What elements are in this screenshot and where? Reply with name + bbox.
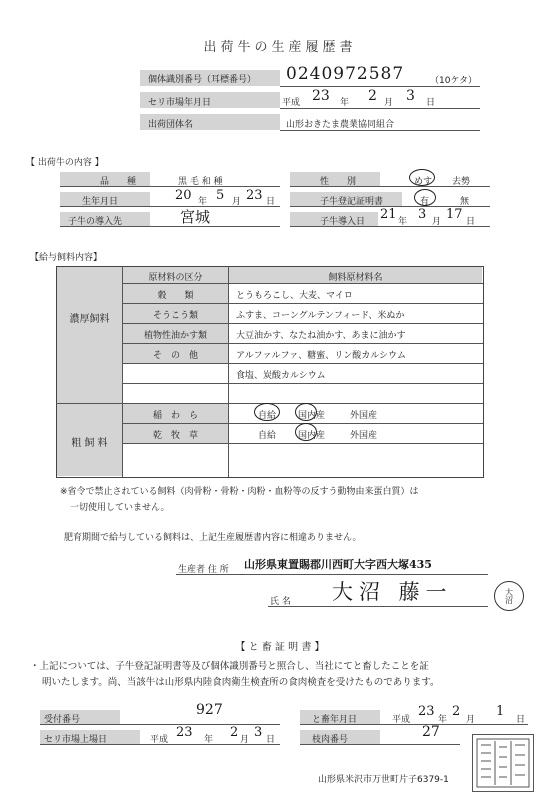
market-era: 平成 xyxy=(150,735,169,745)
date-month: 2 xyxy=(452,704,461,719)
feed-category: そうこう類 xyxy=(152,311,198,321)
feed-row-line xyxy=(122,383,483,384)
birth-month: 5 xyxy=(216,188,225,203)
feed-category: 穀 類 xyxy=(157,291,194,301)
feed-col2-header: 飼料原材料名 xyxy=(328,273,383,283)
market-date-underline xyxy=(280,108,480,109)
cert-label: 子牛登記証明書 xyxy=(320,197,384,207)
concentrate-label: 濃厚飼料 xyxy=(69,314,110,325)
birth-label: 生年月日 xyxy=(82,197,119,207)
birth-underline xyxy=(60,206,280,207)
sex-circle-mark xyxy=(409,169,435,186)
roughage-circle-mark xyxy=(295,423,317,441)
birth-day: 23 xyxy=(246,188,263,203)
feed-section-label: 【給与飼料内容】 xyxy=(30,253,103,263)
producer-name-underline xyxy=(268,606,488,607)
intro-day-unit: 日 xyxy=(466,217,476,227)
company-address: 山形県米沢市万世町片子6379-1 xyxy=(318,775,449,785)
page-title: 出荷牛の生産履歴書 xyxy=(203,40,357,55)
date-month-unit: 月 xyxy=(466,715,476,725)
feed-category: 植物性油かす類 xyxy=(143,331,207,341)
note-banned-line2: 一切使用していません。 xyxy=(70,503,170,513)
market-year-unit: 年 xyxy=(204,735,214,745)
market-month: 2 xyxy=(230,725,239,740)
sex-option2: 去勢 xyxy=(452,177,471,187)
roughage-label: 粗 飼 料 xyxy=(71,438,108,449)
market-date-label: セリ市場年月日 xyxy=(148,98,212,108)
market-date-month-unit: 月 xyxy=(384,98,394,108)
branch-underline xyxy=(300,744,460,745)
market-month-unit: 月 xyxy=(240,735,250,745)
producer-addr-underline xyxy=(176,574,488,575)
market-date-year: 23 xyxy=(312,88,330,104)
producer-addr-value: 山形県東置賜郡川西町大字西大塚435 xyxy=(244,558,432,571)
feed-materials: 食塩、炭酸カルシウム xyxy=(236,371,326,381)
feed-col-divider-2 xyxy=(228,266,229,477)
producer-name-label: 氏 名 xyxy=(270,597,291,607)
feed-materials: ふすま、コーングルテンフィード、米ぬか xyxy=(236,311,405,321)
roughage-category: 稲 わ ら xyxy=(152,411,198,421)
company-seal-graphic xyxy=(473,735,533,791)
id-digits: （10ケタ） xyxy=(430,76,478,86)
roughage-opt2: 国内産 xyxy=(298,431,326,441)
producer-name-value: 大沼 藤一 xyxy=(332,580,453,604)
roughage-opt3: 外国産 xyxy=(350,431,378,441)
birth-year-unit: 年 xyxy=(198,197,208,207)
roughage-circle-mark xyxy=(295,403,317,421)
origin-value: 宮城 xyxy=(180,208,211,226)
market-date-year-unit: 年 xyxy=(340,98,350,108)
intro-day: 17 xyxy=(446,207,463,222)
id-underline xyxy=(280,86,480,87)
origin-label: 子牛の導入先 xyxy=(68,217,123,227)
branch-value: 27 xyxy=(422,724,440,740)
note-banned-line1: ※省令で禁止されている飼料（肉骨粉・骨粉・肉粉・血粉等の反すう動物由来蛋白質）は xyxy=(60,487,419,497)
date-day: 1 xyxy=(496,704,505,719)
slaughter-section-label: 【 と 畜 証 明 書 】 xyxy=(235,642,325,653)
feed-materials: とうもろこし、大麦、マイロ xyxy=(236,291,353,301)
market-year: 23 xyxy=(176,725,193,740)
roughage-opt2: 国内産 xyxy=(298,411,326,421)
producer-addr-label: 生産者 住 所 xyxy=(178,565,229,575)
intro-label: 子牛導入日 xyxy=(320,217,366,227)
market-underline xyxy=(40,744,280,745)
id-value: 0240972587 xyxy=(286,64,405,84)
feed-row-line xyxy=(122,363,483,364)
org-value: 山形おきたま農業協同組合 xyxy=(286,120,395,130)
branch-label: 枝肉番号 xyxy=(312,735,349,745)
origin-underline xyxy=(60,226,280,227)
receipt-value: 927 xyxy=(196,702,223,718)
market-day: 3 xyxy=(254,725,263,740)
cert-circle-mark xyxy=(414,189,436,206)
date-year: 23 xyxy=(418,704,435,719)
market-date-day: 3 xyxy=(406,88,415,104)
date-era: 平成 xyxy=(392,715,411,725)
market-date-era: 平成 xyxy=(282,98,301,108)
intro-year-unit: 年 xyxy=(398,217,408,227)
roughage-category: 乾 牧 草 xyxy=(152,431,198,441)
roughage-opt3: 外国産 xyxy=(350,411,378,421)
intro-year: 21 xyxy=(380,207,397,222)
id-label: 個体識別番号（耳標番号） xyxy=(148,75,257,85)
slaughter-text-line1: ・上記については、子牛登記証明書等及び個体識別番号と照合し、当社にてと畜したことを証 xyxy=(30,661,429,672)
roughage-opt1: 自給 xyxy=(258,411,277,421)
seal-stamp xyxy=(494,581,524,611)
feed-col1-header: 原材料の区分 xyxy=(148,273,203,283)
cattle-section-label: 【 出荷牛の内容 】 xyxy=(26,158,104,168)
org-underline xyxy=(280,130,480,131)
breed-label: 品 種 xyxy=(100,177,137,187)
date-label: と畜年月日 xyxy=(312,715,358,725)
birth-day-unit: 日 xyxy=(266,197,276,207)
feed-materials: 大豆油かす、なたね油かす、あまに油かす xyxy=(236,331,406,341)
company-seal-stamp xyxy=(472,734,534,792)
intro-month-unit: 月 xyxy=(432,217,442,227)
note-feeding: 肥育期間で給与している飼料は、上記生産履歴書内容に相違ありません。 xyxy=(64,533,362,543)
concentrate-label-bg xyxy=(57,267,122,403)
feed-row-line xyxy=(122,443,483,444)
market-label: セリ市場上場日 xyxy=(44,735,108,745)
roughage-circle-mark xyxy=(254,403,280,421)
market-date-month: 2 xyxy=(368,88,377,104)
intro-month: 3 xyxy=(418,207,427,222)
birth-month-unit: 月 xyxy=(232,197,242,207)
seal-text: 大沼 xyxy=(504,588,514,604)
breed-underline xyxy=(60,186,280,187)
roughage-opt1: 自給 xyxy=(258,431,277,441)
market-date-day-unit: 日 xyxy=(426,98,436,108)
birth-year: 20 xyxy=(175,188,192,203)
feed-materials: アルファルファ、糖蜜、リン酸カルシウム xyxy=(236,351,406,361)
receipt-underline xyxy=(40,724,280,725)
cert-option1: 有 xyxy=(420,197,430,207)
breed-value: 黒 毛 和 種 xyxy=(178,177,223,187)
sex-underline xyxy=(290,186,490,187)
intro-underline xyxy=(290,226,490,227)
date-year-unit: 年 xyxy=(438,715,448,725)
sex-label: 性 別 xyxy=(320,177,357,187)
receipt-label: 受付番号 xyxy=(44,715,81,725)
feed-category: そ の 他 xyxy=(152,351,198,361)
market-day-unit: 日 xyxy=(266,735,276,745)
date-day-unit: 日 xyxy=(516,715,526,725)
date-underline xyxy=(300,724,528,725)
org-label: 出荷団体名 xyxy=(148,120,194,130)
cert-option2: 無 xyxy=(460,197,470,207)
slaughter-text-line2: 明いたします。尚、当該牛は山形県内陸食肉衛生検査所の食肉検査を受けたものであります。 xyxy=(42,677,440,688)
sex-option1: めす xyxy=(414,177,433,187)
